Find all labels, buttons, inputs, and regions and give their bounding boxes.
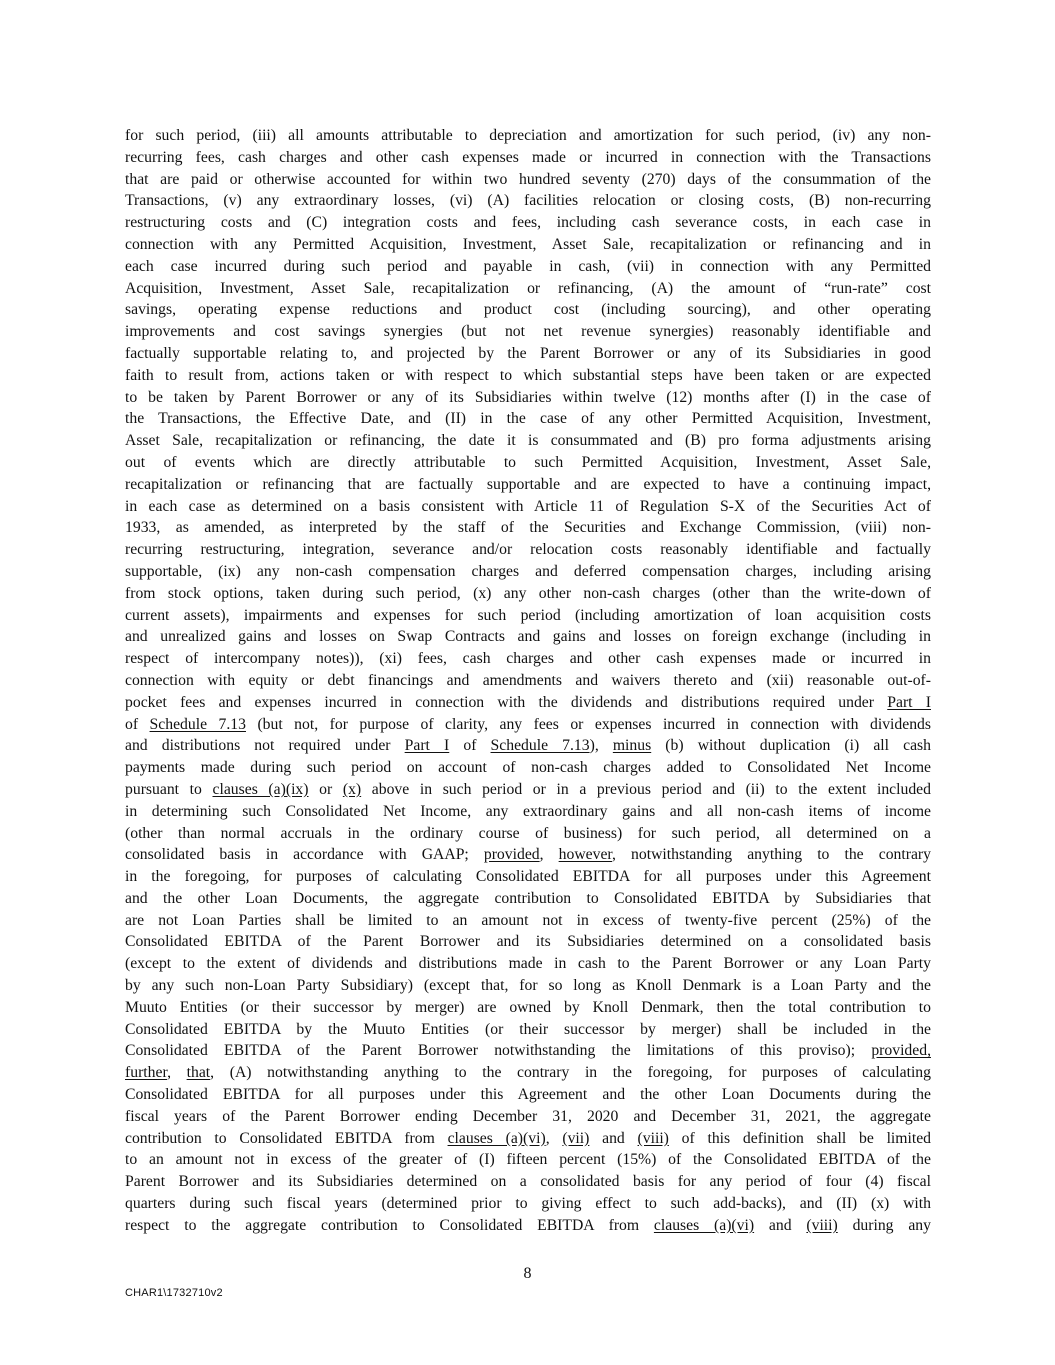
underlined-reference: provided: [483, 846, 540, 864]
text-segment: (but not, for purpose of clarity, any fees or expenses incurred in connection with dividends: [245, 715, 931, 733]
text-segment: out of events which are directly attributable to such Permitted Acquisition, Investment, Asset Sale,: [125, 453, 931, 471]
text-line: [125, 648, 931, 670]
text-segment: during any: [837, 1216, 931, 1234]
text-line: [125, 517, 931, 539]
text-segment: for such period, (iii) all amounts attributable to depreciation and amortization for such period, (iv) any non-: [125, 127, 931, 144]
text-line: [125, 539, 931, 561]
text-line: [125, 408, 931, 430]
underlined-reference: Schedule 7.13: [149, 715, 246, 733]
text-segment: (b) without duplication (i) all cash: [651, 737, 931, 755]
text-line: [125, 190, 931, 212]
text-line: [125, 299, 931, 321]
document-body-text: [125, 125, 931, 1237]
text-segment: in the foregoing, for purposes of calculating Consolidated EBITDA for all purposes under this Agreement: [125, 868, 931, 886]
text-segment: Consolidated EBITDA for all purposes under this Agreement and the other Loan Documents during the: [125, 1086, 931, 1104]
text-line: [125, 474, 931, 496]
text-line: [125, 801, 931, 823]
text-segment: ,: [545, 1129, 563, 1147]
text-line: [125, 496, 931, 518]
text-segment: are not Loan Parties shall be limited to an amount not in excess of twenty-five percent (25%) of the: [125, 911, 931, 929]
text-segment: respect of intercompany notes)), (xi) fees, cash charges and other cash expenses made or incurred in: [125, 650, 931, 668]
text-line: [125, 234, 931, 256]
text-line: [125, 997, 931, 1019]
text-line: [125, 1128, 931, 1150]
text-line: [125, 823, 931, 845]
text-line: [125, 169, 931, 191]
text-segment: Asset Sale, recapitalization or refinancing, the date it is consummated and (B) pro forma adjustments arising: [125, 432, 931, 450]
text-segment: Consolidated EBITDA of the Parent Borrower notwithstanding the limitations of this proviso);: [125, 1042, 872, 1060]
text-line: [125, 975, 931, 997]
text-line: [125, 953, 931, 975]
text-segment: connection with any Permitted Acquisition, Investment, Asset Sale, recapitalization or refinancing and in: [125, 235, 931, 253]
text-line: [125, 1019, 931, 1041]
underlined-reference: minus: [612, 737, 652, 755]
text-line: [125, 844, 931, 866]
document-id: CHAR1\1732710v2: [125, 1287, 223, 1299]
underlined-reference: further: [125, 1064, 168, 1082]
text-line: [125, 452, 931, 474]
underlined-reference: that: [186, 1064, 211, 1082]
text-line: [125, 1062, 931, 1084]
text-segment: 1933, as amended, as interpreted by the staff of the Securities and Exchange Commission, (viii) non-: [125, 519, 931, 537]
text-segment: pocket fees and expenses incurred in connection with the dividends and distributions required under: [125, 693, 888, 711]
text-line: [125, 757, 931, 779]
text-segment: in determining such Consolidated Net Income, any extraordinary gains and all non-cash items of income: [125, 802, 931, 820]
text-segment: Muuto Entities (or their successor by merger) are owned by Knoll Denmark, then the total contribution to: [125, 998, 931, 1016]
text-line: [125, 888, 931, 910]
text-line: [125, 931, 931, 953]
text-segment: ,: [167, 1064, 187, 1082]
text-segment: current assets), impairments and expenses for such period (including amortization of loan acquisition costs: [125, 606, 931, 624]
text-segment: above in such period or in a previous period and (ii) to the extent included: [361, 780, 931, 798]
underlined-reference: (vii): [562, 1129, 590, 1147]
underlined-reference: clauses (a)(vi): [653, 1216, 755, 1234]
text-segment: and unrealized gains and losses on Swap Contracts and gains and losses on foreign exchange (including in: [125, 628, 931, 646]
text-segment: recapitalization or refinancing that are factually supportable and are expected to have a continuing impact,: [125, 475, 931, 493]
text-segment: fiscal years of the Parent Borrower ending December 31, 2020 and December 31, 2021, the aggregate: [125, 1107, 931, 1125]
text-segment: Transactions, (v) any extraordinary losses, (vi) (A) facilities relocation or closing costs, (B) non-recurring: [125, 192, 931, 210]
underlined-reference: clauses (a)(ix): [212, 780, 309, 798]
text-segment: each case incurred during such period and payable in cash, (vii) in connection with any Permitted: [125, 257, 931, 275]
text-segment: quarters during such fiscal years (determined prior to giving effect to such add-backs), and (II) (x) with: [125, 1195, 931, 1213]
underlined-reference: Part I: [404, 737, 450, 755]
text-segment: the Transactions, the Effective Date, and (II) in the case of any other Permitted Acquisition, Investment,: [125, 410, 931, 428]
text-segment: recurring fees, cash charges and other cash expenses made or incurred in connection with the Transactions: [125, 148, 931, 166]
text-segment: (other than normal accruals in the ordinary course of business) for such period, all determined on a: [125, 824, 931, 842]
text-line: [125, 583, 931, 605]
underlined-reference: however: [558, 846, 613, 864]
text-segment: of: [449, 737, 491, 755]
text-line: [125, 626, 931, 648]
text-segment: and the other Loan Documents, the aggregate contribution to Consolidated EBITDA by Subsidiaries that: [125, 889, 931, 907]
text-segment: consolidated basis in accordance with GAAP;: [125, 846, 484, 864]
text-segment: of: [125, 715, 150, 733]
text-line: [125, 256, 931, 278]
text-segment: or: [308, 780, 343, 798]
underlined-reference: (viii): [806, 1216, 838, 1234]
text-segment: savings, operating expense reductions and product cost (including sourcing), and other operating: [125, 301, 931, 319]
underlined-reference: Schedule 7.13: [490, 737, 590, 755]
text-segment: Acquisition, Investment, Asset Sale, recapitalization or refinancing, (A) the amount of “run-rate” cost: [125, 279, 931, 297]
text-segment: to an amount not in excess of the greater of (I) fifteen percent (15%) of the Consolidated EBITDA of the: [125, 1151, 931, 1169]
text-segment: to be taken by Parent Borrower or any of its Subsidiaries within twelve (12) months after (I) in the case of: [125, 388, 931, 406]
text-line: [125, 1149, 931, 1171]
text-segment: (except to the extent of dividends and distributions made in cash to the Parent Borrower or any Loan Party: [125, 955, 931, 973]
text-line: [125, 866, 931, 888]
text-line: [125, 321, 931, 343]
text-line: [125, 430, 931, 452]
text-line: [125, 735, 931, 757]
text-line: [125, 1171, 931, 1193]
text-segment: restructuring costs and (C) integration costs and fees, including cash severance costs, in each case in: [125, 214, 931, 232]
text-segment: Consolidated EBITDA by the Muuto Entities (or their successor by merger) shall be included in the: [125, 1020, 931, 1038]
text-line: [125, 1106, 931, 1128]
underlined-reference: Part I: [887, 693, 931, 711]
text-segment: faith to result from, actions taken or with respect to which substantial steps have been taken or are expected: [125, 366, 931, 384]
text-segment: payments made during such period on account of non-cash charges added to Consolidated Net Income: [125, 759, 931, 777]
text-line: [125, 1084, 931, 1106]
text-line: [125, 387, 931, 409]
text-line: [125, 1040, 931, 1062]
text-segment: Consolidated EBITDA of the Parent Borrower and its Subsidiaries determined on a consolidated basis: [125, 933, 931, 951]
underlined-reference: provided,: [871, 1042, 931, 1060]
text-line: [125, 1215, 931, 1237]
underlined-reference: (viii): [637, 1129, 669, 1147]
text-line: [125, 365, 931, 387]
text-segment: , notwithstanding anything to the contrary: [612, 846, 931, 864]
text-segment: of this definition shall be limited: [668, 1129, 932, 1147]
text-segment: by any such non-Loan Party Subsidiary) (except that, for so long as Knoll Denmark is a Loan Party and the: [125, 977, 931, 995]
page-number: 8: [523, 1265, 532, 1282]
text-line: [125, 692, 931, 714]
text-segment: and: [589, 1129, 638, 1147]
text-line: [125, 125, 931, 147]
text-segment: and: [754, 1216, 807, 1234]
text-segment: factually supportable relating to, and projected by the Parent Borrower or any of its Subsidiaries in good: [125, 344, 931, 362]
text-line: [125, 1193, 931, 1215]
text-segment: contribution to Consolidated EBITDA from: [125, 1129, 448, 1147]
text-segment: pursuant to: [125, 780, 213, 798]
text-line: [125, 714, 931, 736]
text-segment: ),: [589, 737, 613, 755]
text-segment: in each case as determined on a basis consistent with Article 11 of Regulation S-X of the Securities Act of: [125, 497, 931, 515]
text-segment: and distributions not required under: [125, 737, 405, 755]
text-segment: respect to the aggregate contribution to Consolidated EBITDA from: [125, 1216, 654, 1234]
text-line: [125, 605, 931, 627]
text-segment: supportable, (ix) any non-cash compensation charges and deferred compensation charges, including arising: [125, 562, 931, 580]
text-line: [125, 910, 931, 932]
underlined-reference: (x): [342, 780, 362, 798]
text-line: [125, 343, 931, 365]
text-segment: from stock options, taken during such period, (x) any other non-cash charges (other than the write-down of: [125, 584, 931, 602]
text-segment: improvements and cost savings synergies (but not net revenue synergies) reasonably identifiable and: [125, 323, 931, 341]
text-segment: connection with equity or debt financings and amendments and waivers thereto and (xii) reasonable out-of-: [125, 671, 931, 689]
text-line: [125, 147, 931, 169]
underlined-reference: clauses (a)(vi): [447, 1129, 546, 1147]
text-line: [125, 212, 931, 234]
text-segment: recurring restructuring, integration, severance and/or relocation costs reasonably identifiable and factually: [125, 541, 931, 559]
text-segment: ,: [539, 846, 559, 864]
text-line: [125, 561, 931, 583]
text-segment: Parent Borrower and its Subsidiaries determined on a consolidated basis for any period of four (4) fiscal: [125, 1173, 931, 1191]
text-line: [125, 278, 931, 300]
text-segment: that are paid or otherwise accounted for within two hundred seventy (270) days of the consummation of the: [125, 170, 931, 188]
text-line: [125, 779, 931, 801]
text-line: [125, 670, 931, 692]
text-segment: , (A) notwithstanding anything to the contrary in the foregoing, for purposes of calculating: [210, 1064, 931, 1082]
